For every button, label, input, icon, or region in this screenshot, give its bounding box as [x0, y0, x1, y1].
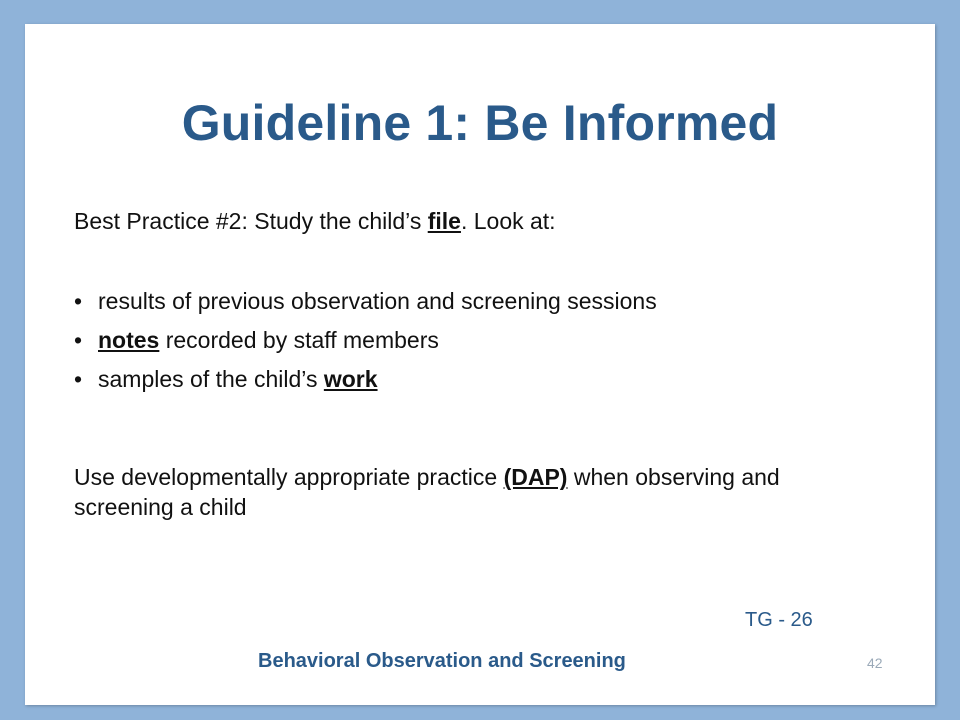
page-number: 42 [867, 655, 883, 671]
tg-reference: TG - 26 [745, 609, 813, 631]
list-item [74, 364, 657, 394]
list-item [74, 325, 657, 355]
dap-paragraph [74, 462, 834, 522]
bullet-glyph: • [74, 288, 83, 314]
dap-prefix: Use developmentally appropriate practice [74, 464, 504, 490]
intro-prefix: Best Practice #2: Study the child’s [74, 208, 428, 234]
dap-suffix: when observing and screening a child [74, 464, 780, 520]
bullet-emphasis: work [323, 366, 378, 392]
footer-title: Behavioral Observation and Screening [258, 650, 626, 672]
dap-emphasis: (DAP) [503, 464, 568, 490]
intro-line [74, 206, 556, 236]
bullet-list [74, 286, 657, 403]
bullet-glyph: • [74, 327, 83, 353]
list-item [74, 286, 657, 316]
intro-suffix: . Look at: [460, 208, 556, 234]
slide-title: Guideline 1: Be Informed [181, 95, 779, 151]
bullet-glyph: • [74, 366, 83, 392]
intro-emphasis: file [427, 208, 461, 234]
slide [25, 24, 935, 705]
bullet-text-before: samples of the child’s [98, 366, 324, 392]
bullet-emphasis: notes [98, 327, 160, 353]
bullet-text-after: recorded by staff members [159, 327, 439, 353]
bullet-text-before: results of previous observation and screening sessions [98, 288, 657, 314]
